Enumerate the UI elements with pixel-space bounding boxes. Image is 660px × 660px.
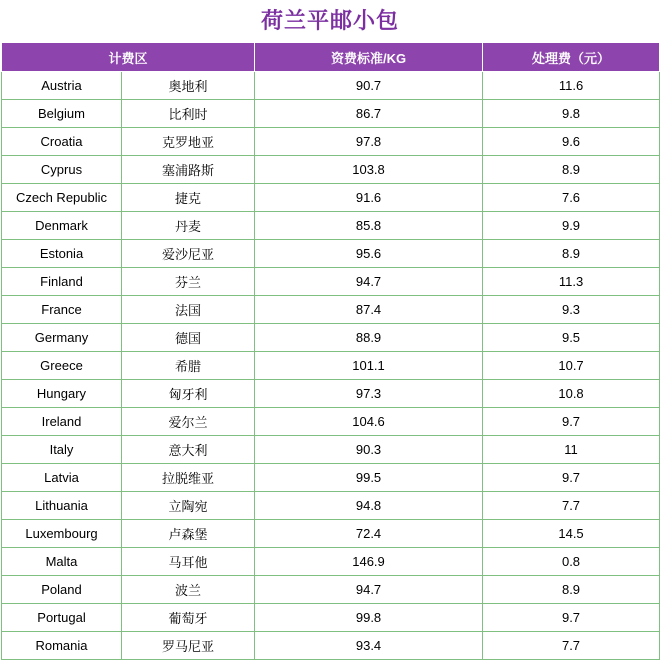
- handling-fee-value: 7.7: [483, 492, 660, 520]
- column-header-fee: 处理费（元）: [483, 43, 660, 72]
- handling-fee-value: 14.5: [483, 520, 660, 548]
- table-body: [2, 72, 660, 660]
- country-name-cn: 葡萄牙: [122, 604, 255, 632]
- country-name-en: Italy: [2, 436, 122, 464]
- table-header: [2, 43, 660, 72]
- column-header-zone: 计费区: [2, 43, 255, 72]
- country-name-en: Denmark: [2, 212, 122, 240]
- country-name-cn: 奥地利: [122, 72, 255, 100]
- country-name-en: Malta: [2, 548, 122, 576]
- country-name-en: Luxembourg: [2, 520, 122, 548]
- rate-value: 85.8: [255, 212, 483, 240]
- table-row: [2, 268, 660, 296]
- rate-value: 72.4: [255, 520, 483, 548]
- handling-fee-value: 11: [483, 436, 660, 464]
- country-name-cn: 丹麦: [122, 212, 255, 240]
- table-row: [2, 72, 660, 100]
- table-row: [2, 324, 660, 352]
- handling-fee-value: 8.9: [483, 576, 660, 604]
- table-row: [2, 184, 660, 212]
- country-name-en: Austria: [2, 72, 122, 100]
- handling-fee-value: 9.6: [483, 128, 660, 156]
- country-name-cn: 波兰: [122, 576, 255, 604]
- page-title: 荷兰平邮小包: [260, 8, 399, 33]
- country-name-en: Romania: [2, 632, 122, 660]
- header-row: [2, 43, 660, 72]
- rate-value: 91.6: [255, 184, 483, 212]
- country-name-cn: 捷克: [122, 184, 255, 212]
- table-row: [2, 352, 660, 380]
- country-name-cn: 意大利: [122, 436, 255, 464]
- country-name-en: Cyprus: [2, 156, 122, 184]
- handling-fee-value: 10.8: [483, 380, 660, 408]
- country-name-en: Czech Republic: [2, 184, 122, 212]
- handling-fee-value: 0.8: [483, 548, 660, 576]
- country-name-en: Ireland: [2, 408, 122, 436]
- handling-fee-value: 10.7: [483, 352, 660, 380]
- country-name-en: Lithuania: [2, 492, 122, 520]
- rate-value: 97.3: [255, 380, 483, 408]
- country-name-cn: 立陶宛: [122, 492, 255, 520]
- country-name-cn: 匈牙利: [122, 380, 255, 408]
- table-row: [2, 296, 660, 324]
- country-name-cn: 爱沙尼亚: [122, 240, 255, 268]
- handling-fee-value: 9.3: [483, 296, 660, 324]
- table-row: [2, 100, 660, 128]
- rate-value: 103.8: [255, 156, 483, 184]
- handling-fee-value: 9.9: [483, 212, 660, 240]
- table-row: [2, 128, 660, 156]
- handling-fee-value: 9.5: [483, 324, 660, 352]
- table-row: [2, 632, 660, 660]
- table-row: [2, 156, 660, 184]
- country-name-en: Poland: [2, 576, 122, 604]
- rate-value: 94.7: [255, 268, 483, 296]
- handling-fee-value: 7.7: [483, 632, 660, 660]
- country-name-cn: 比利时: [122, 100, 255, 128]
- country-name-en: Hungary: [2, 380, 122, 408]
- handling-fee-value: 8.9: [483, 156, 660, 184]
- country-name-cn: 德国: [122, 324, 255, 352]
- handling-fee-value: 11.3: [483, 268, 660, 296]
- rate-value: 86.7: [255, 100, 483, 128]
- country-name-en: Croatia: [2, 128, 122, 156]
- table-row: [2, 436, 660, 464]
- handling-fee-value: 9.7: [483, 464, 660, 492]
- table-row: [2, 492, 660, 520]
- country-name-cn: 马耳他: [122, 548, 255, 576]
- table-row: [2, 212, 660, 240]
- rate-value: 99.8: [255, 604, 483, 632]
- rate-value: 90.3: [255, 436, 483, 464]
- country-name-en: Estonia: [2, 240, 122, 268]
- table-row: [2, 576, 660, 604]
- rate-value: 93.4: [255, 632, 483, 660]
- table-row: [2, 520, 660, 548]
- country-name-cn: 芬兰: [122, 268, 255, 296]
- country-name-cn: 希腊: [122, 352, 255, 380]
- rate-value: 97.8: [255, 128, 483, 156]
- rate-value: 101.1: [255, 352, 483, 380]
- country-name-cn: 法国: [122, 296, 255, 324]
- handling-fee-value: 9.7: [483, 604, 660, 632]
- country-name-cn: 爱尔兰: [122, 408, 255, 436]
- handling-fee-value: 8.9: [483, 240, 660, 268]
- country-name-en: Greece: [2, 352, 122, 380]
- country-name-en: Latvia: [2, 464, 122, 492]
- handling-fee-value: 7.6: [483, 184, 660, 212]
- country-name-cn: 拉脱维亚: [122, 464, 255, 492]
- country-name-en: France: [2, 296, 122, 324]
- table-row: [2, 548, 660, 576]
- table-row: [2, 604, 660, 632]
- table-row: [2, 464, 660, 492]
- country-name-cn: 克罗地亚: [122, 128, 255, 156]
- column-header-rate: 资费标准/KG: [255, 43, 483, 72]
- rate-value: 90.7: [255, 72, 483, 100]
- country-name-en: Finland: [2, 268, 122, 296]
- handling-fee-value: 11.6: [483, 72, 660, 100]
- table-row: [2, 408, 660, 436]
- rate-value: 94.8: [255, 492, 483, 520]
- rate-value: 99.5: [255, 464, 483, 492]
- country-name-en: Portugal: [2, 604, 122, 632]
- handling-fee-value: 9.7: [483, 408, 660, 436]
- rate-value: 87.4: [255, 296, 483, 324]
- country-name-cn: 罗马尼亚: [122, 632, 255, 660]
- rate-value: 88.9: [255, 324, 483, 352]
- country-name-en: Germany: [2, 324, 122, 352]
- rate-value: 94.7: [255, 576, 483, 604]
- rate-value: 104.6: [255, 408, 483, 436]
- table-row: [2, 240, 660, 268]
- handling-fee-value: 9.8: [483, 100, 660, 128]
- country-name-en: Belgium: [2, 100, 122, 128]
- country-name-cn: 卢森堡: [122, 520, 255, 548]
- rate-value: 146.9: [255, 548, 483, 576]
- rate-value: 95.6: [255, 240, 483, 268]
- country-name-cn: 塞浦路斯: [122, 156, 255, 184]
- shipping-rate-table: [1, 42, 660, 660]
- table-row: [2, 380, 660, 408]
